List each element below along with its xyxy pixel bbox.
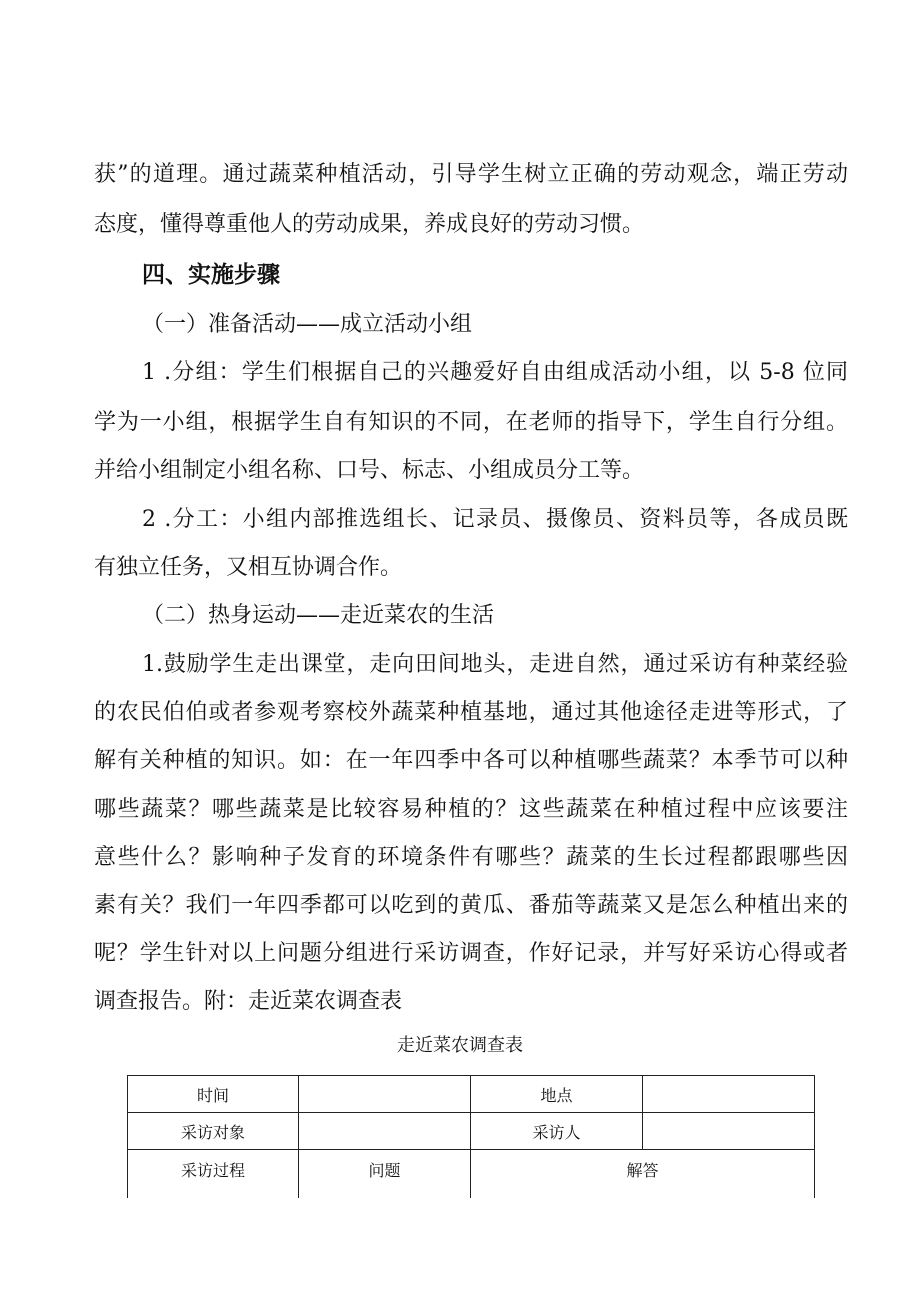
time-value-cell[interactable]: [299, 1076, 471, 1113]
paragraph-line: 学为一小组，根据学生自有知识的不同，在老师的指导下，学生自行分组。: [94, 410, 848, 435]
paragraph-line: 获”的道理。通过蔬菜种植活动，引导学生树立正确的劳动观念，端正劳动: [94, 162, 848, 187]
paragraph-line: 解有关种植的知识。如：在一年四季中各可以种植哪些蔬菜？本季节可以种: [94, 748, 848, 773]
paragraph-line: 哪些蔬菜？哪些蔬菜是比较容易种植的？这些蔬菜在种植过程中应该要注: [94, 797, 848, 822]
paragraph-line: 态度，懂得尊重他人的劳动成果，养成良好的劳动习惯。: [94, 212, 645, 237]
place-value-cell[interactable]: [643, 1076, 815, 1113]
question-header: 问题: [299, 1150, 471, 1199]
survey-table: [127, 1075, 815, 1198]
paragraph-line: 的农民伯伯或者参观考察校外蔬菜种植基地，通过其他途径走进等形式，了: [94, 700, 848, 725]
subsection-heading: （一）准备活动——成立活动小组: [142, 312, 473, 337]
place-label: 地点: [471, 1076, 643, 1113]
paragraph-line: 意些什么？影响种子发育的环境条件有哪些？蔬菜的生长过程都跟哪些因: [94, 845, 848, 870]
paragraph-line: 1.鼓励学生走出课堂，走向田间地头，走进自然，通过采访有种菜经验: [142, 652, 848, 677]
interviewer-value-cell[interactable]: [643, 1113, 815, 1150]
process-label: 采访过程: [128, 1150, 299, 1199]
paragraph-line: 呢？学生针对以上问题分组进行采访调查，作好记录，并写好采访心得或者: [94, 941, 848, 966]
table-row: [128, 1150, 815, 1199]
interviewer-label: 采访人: [471, 1113, 643, 1150]
interviewee-value-cell[interactable]: [299, 1113, 471, 1150]
paragraph-line: 素有关？我们一年四季都可以吃到的黄瓜、番茄等蔬菜又是怎么种植出来的: [94, 893, 848, 918]
paragraph-line: 调查报告。附：走近菜农调查表: [94, 989, 403, 1014]
paragraph-line: 1 .分组：学生们根据自己的兴趣爱好自由组成活动小组，以 5-8 位同: [142, 360, 848, 385]
table-title: 走近菜农调查表: [397, 1035, 523, 1056]
subsection-heading: （二）热身运动——走近菜农的生活: [142, 603, 495, 628]
table-row: [128, 1076, 815, 1113]
table-row: [128, 1113, 815, 1150]
answer-header: 解答: [471, 1150, 815, 1199]
interviewee-label: 采访对象: [128, 1113, 299, 1150]
paragraph-line: 并给小组制定小组名称、口号、标志、小组成员分工等。: [94, 458, 645, 483]
section-heading: 四、实施步骤: [142, 262, 280, 288]
time-label: 时间: [128, 1076, 299, 1113]
paragraph-line: 有独立任务，又相互协调合作。: [94, 555, 403, 580]
paragraph-line: 2 .分工：小组内部推选组长、记录员、摄像员、资料员等，各成员既: [142, 507, 848, 532]
